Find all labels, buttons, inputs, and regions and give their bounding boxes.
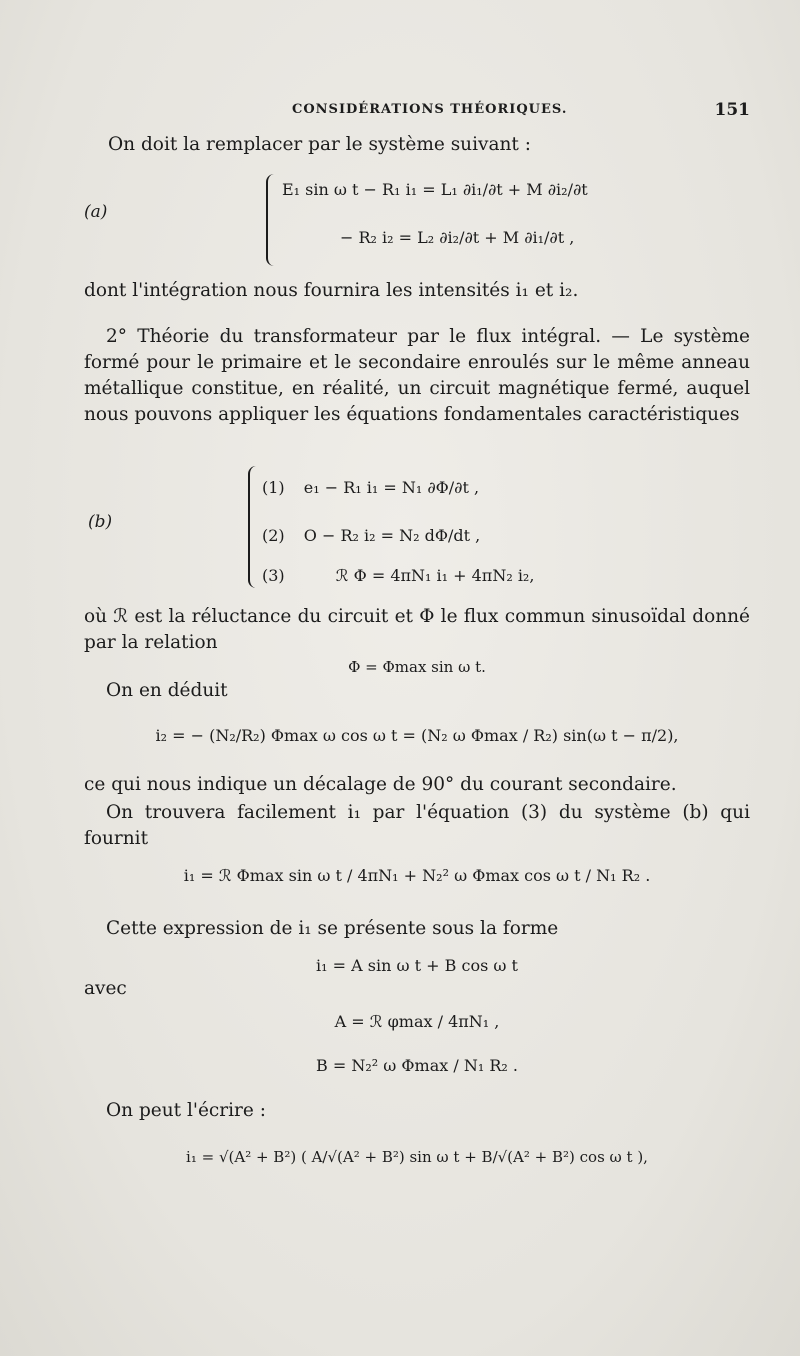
equation-number-2: (2): [262, 526, 285, 545]
equation-A: A = ℛ φmax / 4πN₁ ,: [334, 1012, 500, 1031]
system-b-line-3: [262, 566, 534, 585]
paragraph-find-i1: On trouvera facilement i₁ par l'équation (3) du système (b) qui fournit: [84, 802, 750, 849]
paragraph-integration: dont l'intégration nous fournira les intensités i₁ et i₂.: [84, 280, 579, 301]
system-b-brace: [248, 466, 258, 588]
running-head: CONSIDÉRATIONS THÉORIQUES.: [292, 102, 568, 117]
equation-flux: Φ = Φmax sin ω t.: [348, 658, 486, 676]
paragraph-deduction: On en déduit: [106, 680, 228, 701]
paragraph-phase-shift: ce qui nous indique un décalage de 90° du courant secondaire.: [84, 774, 677, 795]
paragraph-transformer-theory: 2° Théorie du transformateur par le flux intégral. — Le système formé pour le primaire et le secondaire enroulés sur le même anneau métallique constitue, en réalité, un circuit magnétique fermé, auquel nous pouvons appliquer les équations fondamentales caractéristiques: [84, 326, 750, 425]
page-number: 151: [714, 100, 750, 120]
system-a-brace: [266, 174, 276, 266]
equation-number-3: (3): [262, 566, 285, 585]
system-a-equation-2: − R₂ i₂ = L₂ ∂i₂/∂t + M ∂i₁/∂t ,: [340, 228, 575, 247]
system-b-equation-2: O − R₂ i₂ = N₂ dΦ/dt ,: [303, 526, 481, 545]
paragraph-intro: On doit la remplacer par le système suivant :: [108, 134, 531, 155]
equation-form: i₁ = A sin ω t + B cos ω t: [316, 956, 518, 975]
equation-i2: i₂ = − (N₂/R₂) Φmax ω cos ω t = (N₂ ω Φmax / R₂) sin(ω t − π/2),: [155, 726, 679, 745]
equation-B: B = N₂² ω Φmax / N₁ R₂ .: [316, 1056, 518, 1075]
system-b-line-1: [262, 478, 479, 497]
equation-final: i₁ = √(A² + B²) ( A/√(A² + B²) sin ω t + B/√(A² + B²) cos ω t ),: [186, 1148, 648, 1166]
system-b-line-2: [262, 526, 480, 545]
paragraph-reluctance: où ℛ est la réluctance du circuit et Φ le flux commun sinusoïdal donné par la relation: [84, 606, 750, 653]
paragraph-rewrite: On peut l'écrire :: [106, 1100, 266, 1121]
page-header: [82, 98, 750, 122]
system-b-equation-1: e₁ − R₁ i₁ = N₁ ∂Φ/∂t ,: [303, 478, 480, 497]
system-b-equation-3: ℛ Φ = 4πN₁ i₁ + 4πN₂ i₂,: [335, 566, 535, 585]
system-a-label: (a): [84, 202, 108, 222]
paragraph-with: avec: [84, 978, 127, 999]
system-a-equation-1: E₁ sin ω t − R₁ i₁ = L₁ ∂i₁/∂t + M ∂i₂/∂t: [282, 180, 588, 199]
system-b-label: (b): [88, 512, 113, 532]
paragraph-expression-form: Cette expression de i₁ se présente sous la forme: [106, 918, 559, 939]
equation-i1: i₁ = ℛ Φmax sin ω t / 4πN₁ + N₂² ω Φmax cos ω t / N₁ R₂ .: [183, 866, 651, 885]
equation-number-1: (1): [262, 478, 285, 497]
